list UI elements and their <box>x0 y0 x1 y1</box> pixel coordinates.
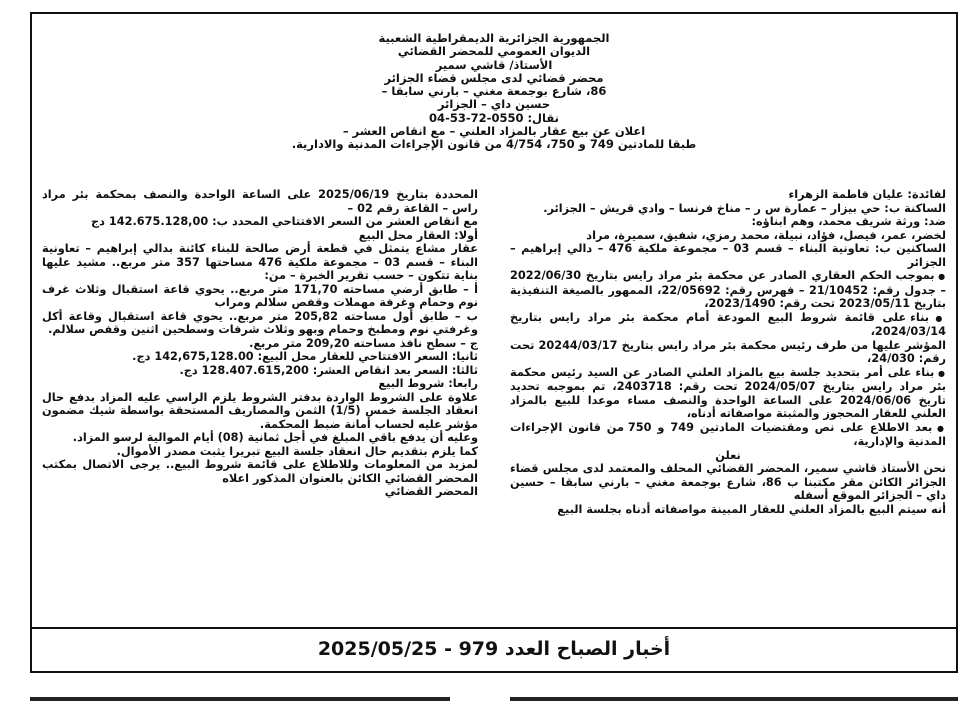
header-line: 86، شارع بوجمعة مغني – بارني سابقا – <box>381 84 607 99</box>
paragraph: المحددة بتاريخ 2025/06/19 على الساعة الواحدة والنصف بمحكمة بئر مراد راس – القاعة رقم 02 – <box>42 188 478 215</box>
bullet-paragraph: ● بناء على أمر بتحديد جلسة بيع بالمزاد العلني الصادر عن السيد رئيس محكمة بئر مراد رايس بتاريخ 2024/05/07 تحت رقم: 2403718، تم بموجبه تحديد تاريخ 2024/06/06 على الساعة الواحدة والنصف مساء موعدا للبيع بالمزاد العلني للعقار المحجوز والمثبتة مواصفاته أدناه، <box>510 366 946 421</box>
bullet-paragraph: ● بناء على قائمة شروط البيع المودعة أمام محكمة بئر مراد رايس بتاريخ 2024/03/14، <box>510 311 946 339</box>
announcement-header <box>32 32 956 152</box>
paragraph: أ – طابق أرضي مساحته 171,70 متر مربع.. يحوي قاعة استقبال وثلاث غرف نوم وحمام وغرفة مهملات وقفص سلالم ومراب <box>42 282 478 309</box>
paragraph: مع انقاص العشر من السعر الافتتاحي المحدد ب: 142.675.128,00 دج <box>90 215 478 228</box>
header-line: الديوان العمومي للمحضر القضائي <box>397 44 591 59</box>
announcement-frame <box>30 12 958 629</box>
paragraph: لمزيد من المعلومات وللاطلاع على قائمة شروط البيع.. يرجى الاتصال بمكتب المحضر القضائي الكائن بالعنوان المذكور اعلاه <box>42 458 478 485</box>
bottom-rule <box>510 697 958 701</box>
paragraph: الساكنة ب: حي بيزار – عمارة س ر – مناخ فرنسا – وادي قريش – الجزائر. <box>543 201 946 215</box>
header-line: الأستاذ/ قاشي سمير <box>435 57 553 72</box>
paragraph: ضد: ورثة شريف محمد، وهم ابناؤه: <box>751 215 946 228</box>
header-line: نقال: 0550-72-53-04 <box>429 110 559 125</box>
header-line: حسين داي – الجزائر <box>437 97 551 112</box>
header-line: اعلان عن بيع عقار بالمزاد العلني – مع انقاص العشر – <box>342 124 646 139</box>
header-line: الجمهورية الجزائرية الديمقراطية الشعبية <box>378 31 610 45</box>
bullet-paragraph: ● بموجب الحكم العقاري الصادر عن محكمة بئر مراد رايس بتاريخ 2022/06/30 – جدول رقم: 21/10452 – فهرس رقم: 22/05692، الممهور بالصيغة التنفيذية بتاريخ 2023/05/11 تحت رقم: 2023/1490، <box>510 269 946 311</box>
paragraph: ثالثا: السعر بعد انقاص العشر: 128.407.615,200 دج. <box>179 363 478 377</box>
paragraph: ج – سطح نافذ مساحته 209,20 متر مربع. <box>249 336 478 350</box>
paragraph: عقار مشاع يتمثل في قطعة أرض صالحة للبناء كائنة بدالي إبراهيم – تعاونية البناء – قسم 03 – مجموعة ملكية 476 مساحتها 357 متر مربع.. مشيد عليها بناية تتكون – حسب تقرير الخبرة – من: <box>42 242 478 282</box>
paragraph: نعلن <box>715 448 741 462</box>
paragraph: المحضر القضائي <box>384 485 478 498</box>
paragraph: ثانيا: السعر الافتتاحي للعقار محل البيع: 142,675,128.00 دج. <box>132 350 478 363</box>
paragraph: كما يلزم بتقديم حال انعقاد جلسة البيع تبريرا يثبت مصدر الأموال. <box>116 444 478 458</box>
newspaper-footer <box>30 629 958 673</box>
paragraph: أولا: العقار محل البيع <box>358 228 478 242</box>
header-line: طبقا للمادتين 749 و 750، 4/754 من قانون الإجراءات المدنية والادارية. <box>291 137 697 152</box>
paragraph: الساكنين ب: تعاونية البناء – قسم 03 – مجموعة ملكية 476 – دالي إبراهيم – الجزائر <box>510 242 946 269</box>
paragraph: المؤشر عليها من طرف رئيس محكمة بئر مراد رايس بتاريخ 20244/03/17 تحت رقم: 24/030، <box>510 338 946 365</box>
footer-text: أخبار الصباح العدد 979 - 2025/05/25 <box>317 638 671 660</box>
paragraph: علاوة على الشروط الواردة بدفتر الشروط يلزم الراسي عليه المزاد بدفع حال انعقاد الجلسة خمس (1/5) الثمن والمصاريف المستحقة بواسطة شيك مضمون مؤشر عليه لحساب أمانة ضبط المحكمة. <box>42 390 478 431</box>
bottom-rule <box>30 697 450 701</box>
bullet-paragraph: ● بعد الاطلاع على نص ومقتضيات المادتين 749 و 750 من قانون الإجراءات المدنية والإدارية، <box>510 421 946 449</box>
paragraph: وعليه أن يدفع باقي المبلغ في أجل ثمانية (08) أيام الموالية لرسو المزاد. <box>72 431 478 444</box>
paragraph: لخضر، عمر، فيصل، فؤاد، نبيلة، محمد رمزي، شفيق، سميرة، مراد <box>586 228 946 242</box>
paragraph: ب – طابق أول مساحته 205,82 متر مربع.. يحوي قاعة استقبال وقاعة أكل وغرفتي نوم ومطبخ وحمام وبهو وثلاث شرفات وسطحين اثنين وقفص سلالم. <box>42 309 478 336</box>
paragraph: أنه سيتم البيع بالمزاد العلني للعقار المبينة مواصفاته أدناه بجلسة البيع <box>557 502 946 516</box>
paragraph: نحن الأستاذ قاشي سمير، المحضر القضائي المحلف والمعتمد لدى مجلس قضاء الجزائر الكائن مقر مكتبنا ب 86، شارع بوجمعة مغني – بارني سابقا – حسين داي – الجزائر الموقع أسفله <box>510 462 946 502</box>
right-column <box>510 188 946 624</box>
paragraph: رابعا: شروط البيع <box>378 377 478 390</box>
left-column <box>42 188 478 624</box>
header-line: محضر قضائي لدى مجلس قضاء الجزائر <box>384 70 604 85</box>
paragraph: لفائدة: عليان فاطمة الزهراء <box>788 188 946 201</box>
